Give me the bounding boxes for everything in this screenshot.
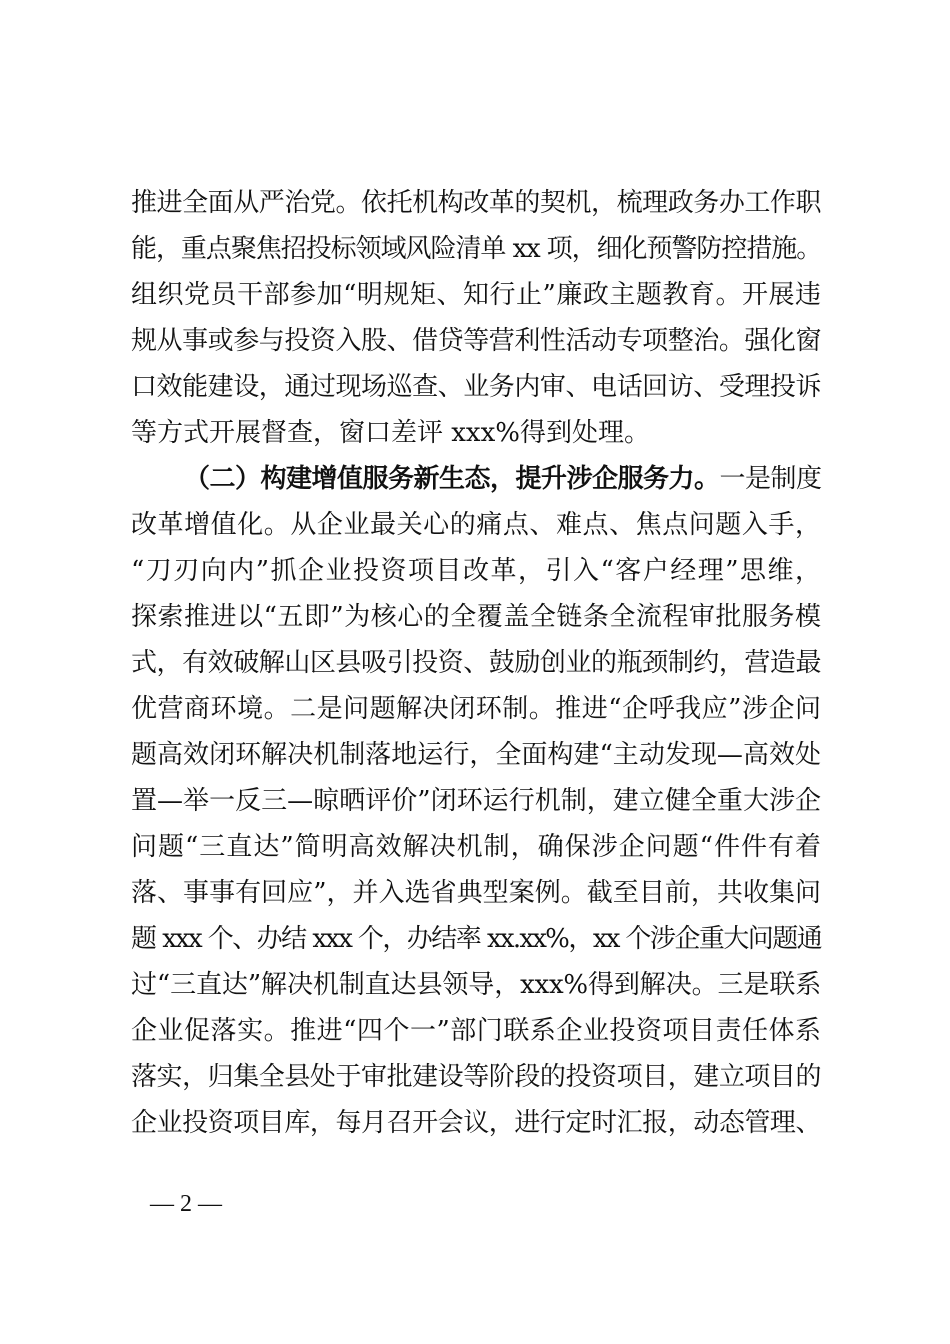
text-line: 过“三直达”解决机制直达县领导，xxx%得到解决。三是联系 xyxy=(131,970,821,1000)
text-line: 式，有效破解山区县吸引投资、鼓励创业的瓶颈制约，营造最 xyxy=(131,648,821,678)
text-line: 规从事或参与投资入股、借贷等营利性活动专项整治。强化窗 xyxy=(131,326,821,356)
text-line: 企业投资项目库，每月召开会议，进行定时汇报，动态管理、 xyxy=(131,1108,821,1138)
text-line: 问题“三直达”简明高效解决机制，确保涉企问题“件件有着 xyxy=(131,832,821,862)
text-line: 企业促落实。推进“四个一”部门联系企业投资项目责任体系 xyxy=(131,1016,821,1046)
paragraph-2-first-line xyxy=(184,456,821,502)
text-line: 落实，归集全县处于审批建设等阶段的投资项目，建立项目的 xyxy=(131,1062,821,1092)
text-line: 组织党员干部参加“明规矩、知行止”廉政主题教育。开展违 xyxy=(131,280,821,310)
text-line: 落、事事有回应”，并入选省典型案例。截至目前，共收集问 xyxy=(131,878,821,908)
text-line: 探索推进以“五即”为核心的全覆盖全链条全流程审批服务模 xyxy=(131,602,821,632)
text-line: 推进全面从严治党。依托机构改革的契机，梳理政务办工作职 xyxy=(131,188,821,218)
text-span: 一是制度 xyxy=(719,464,822,494)
text-line: 题 xxx 个、办结 xxx 个，办结率 xx.xx%，xx 个涉企重大问题通 xyxy=(131,924,821,954)
text-line: 能，重点聚焦招投标领域风险清单 xx 项，细化预警防控措施。 xyxy=(131,234,821,264)
text-line: 等方式开展督查，窗口差评 xxx%得到处理。 xyxy=(131,418,650,448)
text-line: 口效能建设，通过现场巡查、业务内审、电话回访、受理投诉 xyxy=(131,372,821,402)
text-line: 优营商环境。二是问题解决闭环制。推进“企呼我应”涉企问 xyxy=(131,694,821,724)
section-heading: （二）构建增值服务新生态，提升涉企服务力。 xyxy=(184,464,720,494)
text-line: 改革增值化。从企业最关心的痛点、难点、焦点问题入手， xyxy=(131,510,821,540)
text-line: 置—举一反三—晾晒评价”闭环运行机制，建立健全重大涉企 xyxy=(131,786,821,816)
text-line: 题高效闭环解决机制落地运行，全面构建“主动发现—高效处 xyxy=(131,740,821,770)
text-line: “刀刃向内”抓企业投资项目改革，引入“客户经理”思维， xyxy=(131,556,821,586)
page-number: — 2 — xyxy=(150,1191,222,1217)
